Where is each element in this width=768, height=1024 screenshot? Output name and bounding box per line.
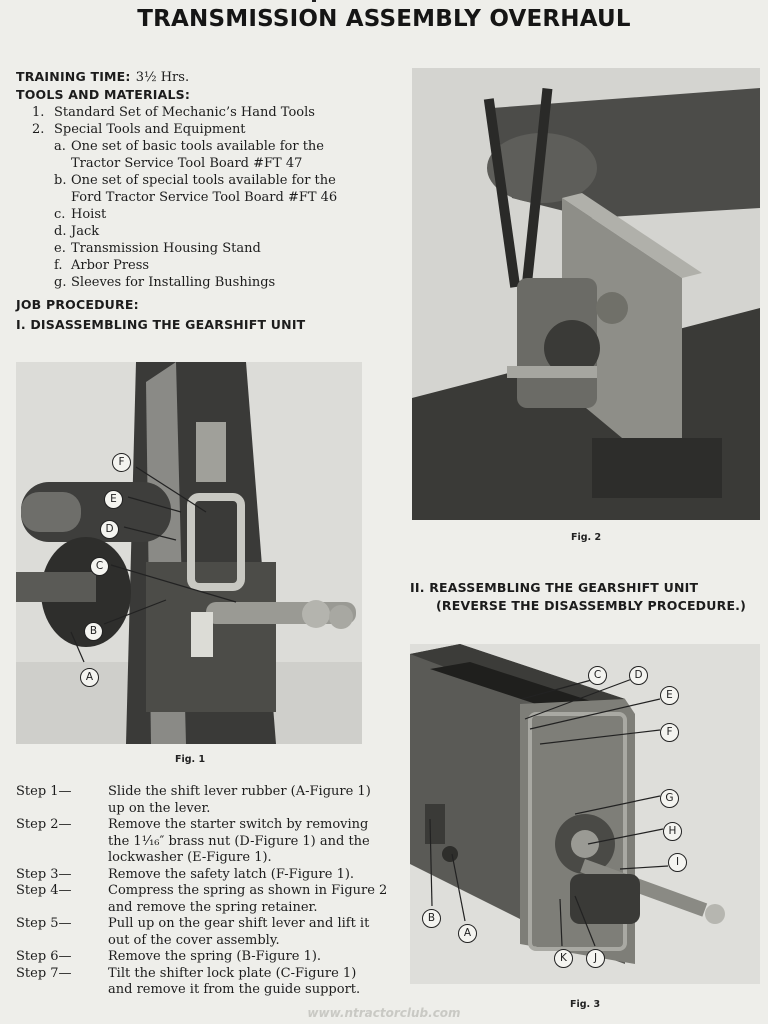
training-time-value: 3½ Hrs. [135, 70, 190, 85]
special-tools-list [54, 138, 396, 291]
step-label: Step 5— [16, 916, 72, 931]
job-procedure-heading: JOB PROCEDURE: [16, 297, 139, 312]
callout-label: B [422, 909, 441, 928]
step-item [16, 883, 388, 916]
callout-h [663, 819, 682, 841]
step-label: Step 4— [16, 883, 72, 898]
step-item [16, 966, 388, 999]
callout-label: B [84, 622, 103, 641]
step-item [16, 867, 388, 884]
list-letter: a. [54, 139, 66, 154]
callout-e [104, 487, 123, 509]
training-time-label: TRAINING TIME: [16, 69, 131, 84]
figure-2-caption: Fig. 2 [571, 532, 602, 543]
tools-heading: TOOLS AND MATERIALS: [16, 87, 191, 102]
section-2-line1: II. REASSEMBLING THE GEARSHIFT UNIT [410, 580, 699, 595]
steps-list [16, 784, 388, 999]
step-text: out of the cover assembly. [108, 932, 280, 948]
section-2-heading [410, 580, 760, 613]
page-title: TRANSMISSION ASSEMBLY OVERHAUL [0, 6, 768, 32]
requirements-section [16, 66, 396, 332]
callout-j [586, 946, 605, 968]
list-item [54, 206, 396, 223]
step-text: Remove the safety latch (F-Figure 1). [108, 866, 355, 882]
list-letter: c. [54, 207, 66, 222]
watermark: www.ntractorclub.com [307, 1006, 461, 1020]
list-letter: f. [54, 258, 63, 273]
callout-label: A [80, 668, 99, 687]
list-text: One set of basic tools available for the [71, 139, 324, 154]
list-text: Tractor Service Tool Board #FT 47 [71, 156, 303, 171]
step-text: the 1¹⁄₁₆″ brass nut (D-Figure 1) and the [108, 833, 370, 849]
callout-b [422, 906, 441, 928]
list-item [54, 257, 396, 274]
list-number: 1. [32, 105, 45, 120]
figure-2-photo [412, 68, 760, 520]
callout-c [588, 663, 607, 685]
list-item [54, 172, 396, 206]
figure-3-caption: Fig. 3 [570, 999, 601, 1010]
callout-c [90, 554, 109, 576]
step-text: and remove it from the guide support. [108, 982, 361, 997]
step-text: Pull up on the gear shift lever and lift it [108, 916, 370, 931]
callout-label: C [90, 557, 109, 576]
callout-a [80, 665, 99, 687]
list-number: 2. [32, 122, 45, 137]
callout-label: D [100, 520, 119, 539]
list-item [54, 138, 396, 172]
list-letter: g. [54, 275, 67, 290]
callout-g [660, 786, 679, 808]
callout-b [84, 619, 103, 641]
list-text: Sleeves for Installing Bushings [71, 275, 276, 290]
step-text: Remove the starter switch by removing [108, 817, 369, 832]
callout-label: E [104, 490, 123, 509]
figure-1-photo [16, 362, 362, 744]
step-item [16, 784, 388, 817]
figure-2-illustration [412, 68, 760, 520]
callout-f [660, 720, 679, 742]
tools-list [32, 104, 396, 138]
step-text: and remove the spring retainer. [108, 899, 318, 915]
callout-label: E [660, 686, 679, 705]
list-item [54, 274, 396, 291]
list-text: Hoist [71, 207, 107, 222]
callout-label: J [586, 949, 605, 968]
step-label: Step 6— [16, 949, 72, 964]
callout-label: G [660, 789, 679, 808]
list-text: Ford Tractor Service Tool Board #FT 46 [71, 190, 338, 205]
step-label: Step 1— [16, 784, 72, 799]
section-1-heading: I. DISASSEMBLING THE GEARSHIFT UNIT [16, 317, 306, 332]
list-letter: e. [54, 241, 66, 256]
list-text: Arbor Press [71, 258, 150, 273]
callout-label: I [668, 853, 687, 872]
step-label: Step 7— [16, 965, 72, 981]
list-text: One set of special tools available for the [71, 173, 336, 188]
list-item [54, 240, 396, 257]
step-item [16, 817, 388, 867]
step-text: Tilt the shifter lock plate (C-Figure 1) [108, 965, 357, 981]
step-item [16, 949, 388, 966]
list-item [32, 121, 396, 138]
callout-f [112, 450, 131, 472]
callout-label: A [458, 924, 477, 943]
step-label: Step 3— [16, 866, 72, 882]
step-text: lockwasher (E-Figure 1). [108, 850, 272, 865]
step-text: Compress the spring as shown in Figure 2 [108, 883, 388, 898]
callout-label: H [663, 822, 682, 841]
section-2-line2: (REVERSE THE DISASSEMBLY PROCEDURE.) [436, 598, 747, 613]
step-text: Remove the spring (B-Figure 1). [108, 949, 322, 964]
step-text: Slide the shift lever rubber (A-Figure 1) [108, 784, 371, 799]
callout-d [100, 517, 119, 539]
list-text: Jack [71, 224, 100, 239]
callout-label: K [554, 949, 573, 968]
step-label: Step 2— [16, 817, 72, 832]
list-text: Standard Set of Mechanic’s Hand Tools [54, 105, 315, 120]
step-text: up on the lever. [108, 800, 211, 816]
step-item [16, 916, 388, 949]
figure-1-illustration [16, 362, 362, 744]
figure-3-photo [410, 644, 760, 984]
callout-d [629, 663, 648, 685]
callout-e [660, 683, 679, 705]
callout-a [458, 921, 477, 943]
callout-label: F [112, 453, 131, 472]
list-letter: d. [54, 224, 67, 239]
training-time [16, 66, 396, 86]
callout-i [668, 850, 687, 872]
list-item [32, 104, 396, 121]
list-text: Special Tools and Equipment [54, 122, 246, 137]
callout-label: F [660, 723, 679, 742]
callout-label: D [629, 666, 648, 685]
list-text: Transmission Housing Stand [71, 241, 261, 256]
list-letter: b. [54, 173, 67, 188]
callout-k [554, 946, 573, 968]
figure-1-caption: Fig. 1 [175, 754, 206, 765]
list-item [54, 223, 396, 240]
callout-label: C [588, 666, 607, 685]
